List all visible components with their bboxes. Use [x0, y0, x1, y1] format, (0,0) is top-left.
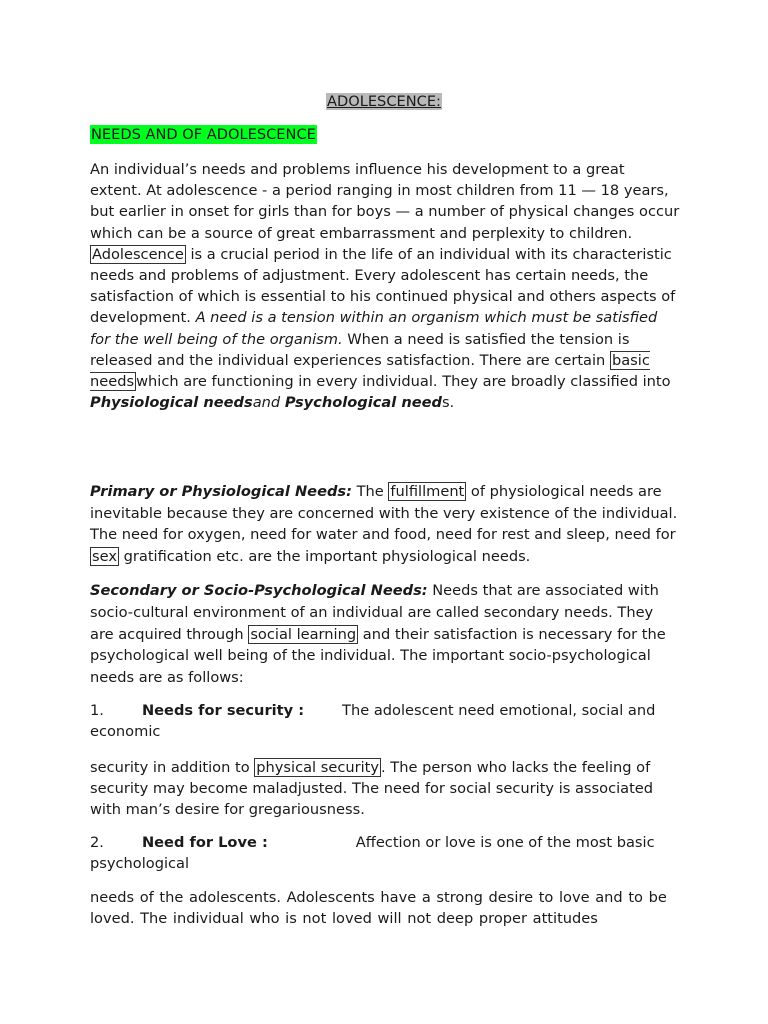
primary-needs-label: Primary or Physiological Needs:	[90, 483, 352, 500]
para-text: needs of the adolescents. Adolescents have a strong desire to love and to be loved. The individual who is not loved will not deep proper attitudes	[90, 889, 667, 928]
italic-definition: A need is a tension within an organism which must be satisfied for the well being of the organism.	[90, 309, 658, 348]
para-text: gratification etc. are the important physiological needs.	[118, 547, 531, 565]
security-continuation	[90, 757, 680, 821]
para-text: and	[252, 394, 285, 412]
para-text: . The person who lacks the feeling of security may become maladjusted. The need for social security is associated with man’s desire for gregariousness.	[90, 759, 654, 819]
para-text: Needs that are associated with socio-cultural environment of an individual are called secondary needs. They are acquired through	[90, 582, 659, 643]
love-continuation	[90, 887, 680, 929]
highlight-box-sex: sex	[92, 547, 117, 565]
secondary-needs-paragraph	[90, 580, 680, 689]
list-item-security	[90, 700, 680, 742]
bold-psychological-needs: Psychological need	[284, 394, 442, 412]
list-number: 1.	[90, 702, 104, 719]
para-text: security in addition to	[90, 759, 255, 776]
para-text: is a crucial period in the life of an individual with its characteristic needs and problems of adjustment. Every adolescent has certain needs, the satisfaction of which is essential to his continued physical and others aspects of development.	[90, 245, 676, 327]
para-text: When a need is satisfied the tension is released and the individual experiences satisfaction. There are certain	[90, 330, 630, 369]
title-text: ADOLESCENCE:	[327, 93, 441, 110]
highlight-box-fulfillment: fulfillment	[390, 483, 465, 500]
list-item-love	[90, 832, 680, 874]
primary-needs-paragraph	[90, 481, 680, 567]
list-item-text: The adolescent need emotional, social and economic	[90, 702, 656, 741]
highlight-box-social-learning: social learning	[250, 625, 357, 643]
para-text: An individual’s needs and problems influence his development to a great extent. At adolescence - a period ranging in most children from 11 — 18 years, but earlier in onset for girls than for boys — a number of physical changes occur which can be a source of great embarrassment and perplexity to children.	[90, 161, 680, 242]
para-text: and their satisfaction is necessary for the psychological well being of the individual. The important socio-psychological needs are as follows:	[90, 625, 666, 687]
heading-text: NEEDS AND OF ADOLESCENCE	[91, 126, 316, 143]
intro-paragraph	[90, 159, 680, 413]
secondary-needs-label: Secondary or Socio-Psychological Needs:	[90, 582, 428, 599]
highlight-box-basic-needs: basic needs	[90, 351, 650, 391]
highlight-box-adolescence: Adolescence	[92, 245, 184, 263]
para-text: s.	[441, 394, 455, 412]
para-text: The	[351, 483, 389, 500]
list-item-label: Need for Love :	[141, 834, 268, 851]
list-number: 2.	[90, 834, 104, 851]
para-text: of physiological needs are inevitable because they are concerned with the very existence of the individual. The need for oxygen, need for water and food, need for rest and sleep, need for	[90, 483, 678, 544]
para-text: which are functioning in every individual. They are broadly classified into	[136, 373, 671, 391]
list-item-label: Needs for security :	[141, 702, 305, 719]
section-heading	[90, 126, 317, 143]
list-item-text: Affection or love is one of the most basic psychological	[90, 834, 655, 873]
document-title	[0, 93, 768, 110]
highlight-box-physical-security: physical security	[256, 759, 380, 776]
bold-physiological-needs: Physiological needs	[90, 394, 253, 412]
